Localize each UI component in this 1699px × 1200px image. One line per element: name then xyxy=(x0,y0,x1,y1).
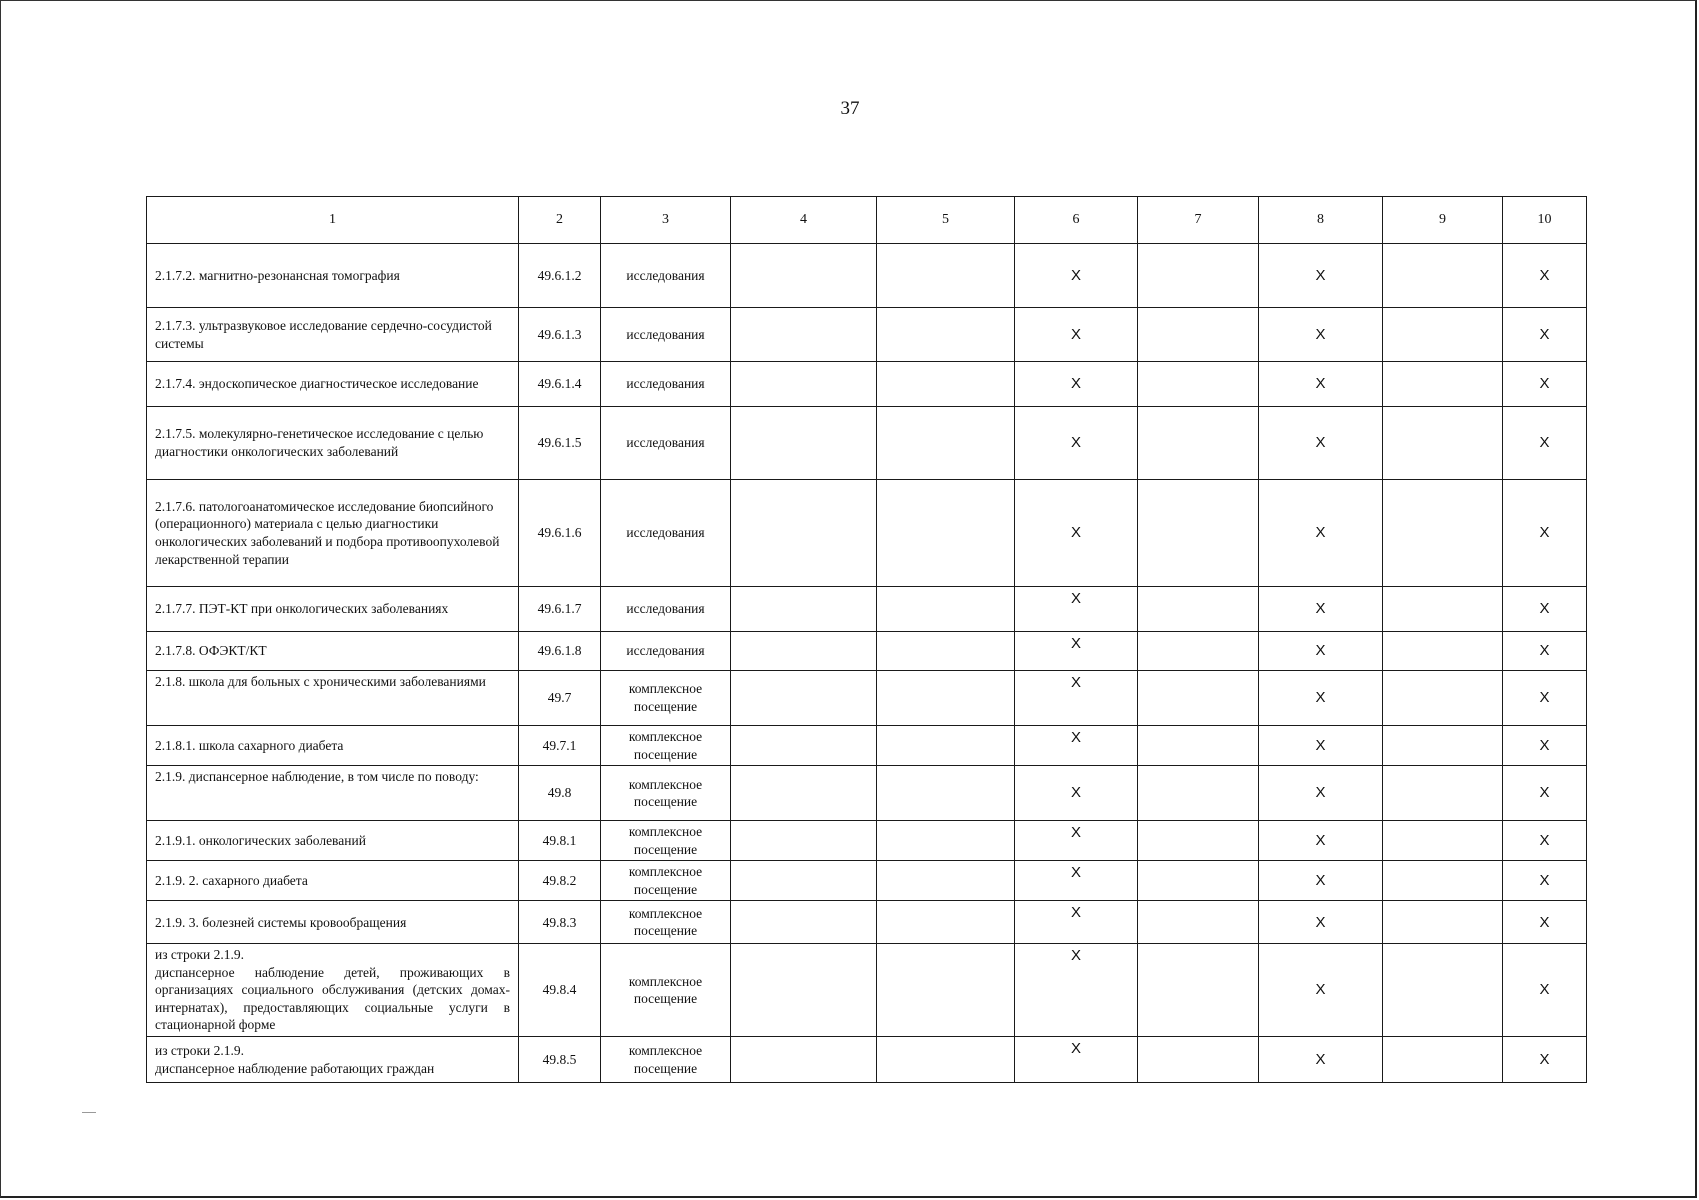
empty-cell xyxy=(877,244,1015,308)
empty-cell xyxy=(1383,308,1503,362)
empty-cell xyxy=(731,632,877,671)
row-code: 49.6.1.7 xyxy=(519,587,601,632)
cross-mark: X xyxy=(1259,671,1383,726)
cross-mark: X xyxy=(1259,766,1383,821)
row-code: 49.6.1.5 xyxy=(519,407,601,480)
empty-cell xyxy=(731,407,877,480)
cross-mark: X xyxy=(1015,861,1138,901)
cross-mark: X xyxy=(1015,308,1138,362)
row-unit: комплексное посещение xyxy=(601,671,731,726)
row-unit: исследования xyxy=(601,587,731,632)
column-header: 1 xyxy=(147,197,519,244)
row-name: 2.1.9. 2. сахарного диабета xyxy=(147,861,519,901)
page-number: 37 xyxy=(840,98,860,119)
table-row xyxy=(147,1037,1587,1083)
empty-cell xyxy=(1383,821,1503,861)
empty-cell xyxy=(877,726,1015,766)
row-unit: комплексное посещение xyxy=(601,766,731,821)
empty-cell xyxy=(1138,944,1259,1037)
empty-cell xyxy=(877,671,1015,726)
column-header: 9 xyxy=(1383,197,1503,244)
row-unit: исследования xyxy=(601,244,731,308)
cross-mark: X xyxy=(1015,587,1138,632)
cross-mark: X xyxy=(1015,944,1138,1037)
cross-mark: X xyxy=(1259,587,1383,632)
table-row xyxy=(147,587,1587,632)
empty-cell xyxy=(1138,861,1259,901)
empty-cell xyxy=(1383,407,1503,480)
row-name: 2.1.7.4. эндоскопическое диагностическое исследование xyxy=(147,362,519,407)
cross-mark: X xyxy=(1015,726,1138,766)
table-row xyxy=(147,821,1587,861)
empty-cell xyxy=(731,861,877,901)
column-header: 8 xyxy=(1259,197,1383,244)
row-unit: исследования xyxy=(601,407,731,480)
scan-mark xyxy=(82,1112,96,1113)
row-unit: исследования xyxy=(601,480,731,587)
cross-mark: X xyxy=(1015,671,1138,726)
row-name-prefix: из строки 2.1.9. xyxy=(155,1042,245,1058)
table-row xyxy=(147,244,1587,308)
cross-mark: X xyxy=(1503,244,1587,308)
column-header: 7 xyxy=(1138,197,1259,244)
cross-mark: X xyxy=(1015,407,1138,480)
empty-cell xyxy=(731,944,877,1037)
data-table xyxy=(146,196,1587,1083)
row-unit: исследования xyxy=(601,632,731,671)
empty-cell xyxy=(1383,632,1503,671)
table-header-row xyxy=(147,197,1587,244)
empty-cell xyxy=(877,944,1015,1037)
empty-cell xyxy=(877,1037,1015,1083)
row-code: 49.6.1.2 xyxy=(519,244,601,308)
table-row xyxy=(147,407,1587,480)
empty-cell xyxy=(877,901,1015,944)
cross-mark: X xyxy=(1259,632,1383,671)
cross-mark: X xyxy=(1015,821,1138,861)
row-code: 49.8.4 xyxy=(519,944,601,1037)
row-name: 2.1.8. школа для больных с хроническими заболеваниями xyxy=(147,671,519,726)
empty-cell xyxy=(731,671,877,726)
row-unit: комплексное посещение xyxy=(601,821,731,861)
cross-mark: X xyxy=(1503,944,1587,1037)
table-row xyxy=(147,901,1587,944)
table-row xyxy=(147,362,1587,407)
cross-mark: X xyxy=(1259,726,1383,766)
row-name: 2.1.7.8. ОФЭКТ/КТ xyxy=(147,632,519,671)
empty-cell xyxy=(1138,726,1259,766)
empty-cell xyxy=(877,766,1015,821)
cross-mark: X xyxy=(1503,901,1587,944)
empty-cell xyxy=(1138,766,1259,821)
row-code: 49.6.1.8 xyxy=(519,632,601,671)
empty-cell xyxy=(877,480,1015,587)
table-row xyxy=(147,766,1587,821)
cross-mark: X xyxy=(1259,1037,1383,1083)
empty-cell xyxy=(1383,766,1503,821)
cross-mark: X xyxy=(1015,1037,1138,1083)
row-name-prefix: из строки 2.1.9. xyxy=(155,947,245,963)
column-header: 6 xyxy=(1015,197,1138,244)
row-name: 2.1.7.7. ПЭТ-КТ при онкологических заболеваниях xyxy=(147,587,519,632)
empty-cell xyxy=(1138,821,1259,861)
empty-cell xyxy=(731,480,877,587)
cross-mark: X xyxy=(1259,362,1383,407)
empty-cell xyxy=(1383,480,1503,587)
table-row xyxy=(147,861,1587,901)
cross-mark: X xyxy=(1015,632,1138,671)
row-code: 49.6.1.6 xyxy=(519,480,601,587)
cross-mark: X xyxy=(1259,944,1383,1037)
empty-cell xyxy=(1383,861,1503,901)
empty-cell xyxy=(1383,671,1503,726)
cross-mark: X xyxy=(1503,671,1587,726)
empty-cell xyxy=(1138,1037,1259,1083)
empty-cell xyxy=(1138,901,1259,944)
cross-mark: X xyxy=(1503,407,1587,480)
row-unit: комплексное посещение xyxy=(601,726,731,766)
empty-cell xyxy=(1383,1037,1503,1083)
table-row xyxy=(147,480,1587,587)
empty-cell xyxy=(1138,308,1259,362)
empty-cell xyxy=(877,308,1015,362)
cross-mark: X xyxy=(1503,861,1587,901)
row-name: 2.1.9. диспансерное наблюдение, в том числе по поводу: xyxy=(147,766,519,821)
cross-mark: X xyxy=(1015,362,1138,407)
empty-cell xyxy=(731,726,877,766)
cross-mark: X xyxy=(1503,1037,1587,1083)
row-code: 49.6.1.3 xyxy=(519,308,601,362)
empty-cell xyxy=(877,362,1015,407)
empty-cell xyxy=(731,308,877,362)
table-row xyxy=(147,632,1587,671)
table-row xyxy=(147,308,1587,362)
row-name: диспансерное наблюдение детей, проживающих в организациях социального обслуживания (детских домах-интернатах), предоставляющих социальные услуги в стационарной форме xyxy=(155,964,510,1033)
row-name-cell xyxy=(147,1037,519,1083)
cross-mark: X xyxy=(1503,821,1587,861)
row-unit: комплексное посещение xyxy=(601,901,731,944)
cross-mark: X xyxy=(1259,308,1383,362)
row-name: 2.1.7.3. ультразвуковое исследование сердечно-сосудистой системы xyxy=(147,308,519,362)
empty-cell xyxy=(731,244,877,308)
row-code: 49.8 xyxy=(519,766,601,821)
empty-cell xyxy=(877,861,1015,901)
cross-mark: X xyxy=(1503,308,1587,362)
empty-cell xyxy=(731,1037,877,1083)
row-name: 2.1.7.2. магнитно-резонансная томография xyxy=(147,244,519,308)
cross-mark: X xyxy=(1503,632,1587,671)
row-code: 49.7.1 xyxy=(519,726,601,766)
empty-cell xyxy=(1138,671,1259,726)
row-name: 2.1.8.1. школа сахарного диабета xyxy=(147,726,519,766)
empty-cell xyxy=(1138,632,1259,671)
table-row xyxy=(147,944,1587,1037)
cross-mark: X xyxy=(1015,901,1138,944)
empty-cell xyxy=(1383,944,1503,1037)
row-code: 49.8.5 xyxy=(519,1037,601,1083)
empty-cell xyxy=(1138,407,1259,480)
empty-cell xyxy=(731,362,877,407)
empty-cell xyxy=(731,766,877,821)
row-unit: комплексное посещение xyxy=(601,861,731,901)
row-name: 2.1.9.1. онкологических заболеваний xyxy=(147,821,519,861)
row-unit: комплексное посещение xyxy=(601,944,731,1037)
cross-mark: X xyxy=(1259,861,1383,901)
empty-cell xyxy=(731,901,877,944)
cross-mark: X xyxy=(1259,244,1383,308)
row-unit: исследования xyxy=(601,308,731,362)
cross-mark: X xyxy=(1259,407,1383,480)
row-code: 49.8.2 xyxy=(519,861,601,901)
column-header: 2 xyxy=(519,197,601,244)
column-header: 10 xyxy=(1503,197,1587,244)
cross-mark: X xyxy=(1259,480,1383,587)
cross-mark: X xyxy=(1503,587,1587,632)
cross-mark: X xyxy=(1259,901,1383,944)
table-row xyxy=(147,671,1587,726)
row-unit: исследования xyxy=(601,362,731,407)
row-unit: комплексное посещение xyxy=(601,1037,731,1083)
cross-mark: X xyxy=(1015,480,1138,587)
empty-cell xyxy=(1138,362,1259,407)
row-name: 2.1.7.5. молекулярно-генетическое исследование с целью диагностики онкологических заболеваний xyxy=(147,407,519,480)
column-header: 5 xyxy=(877,197,1015,244)
empty-cell xyxy=(1383,901,1503,944)
row-code: 49.7 xyxy=(519,671,601,726)
cross-mark: X xyxy=(1503,766,1587,821)
empty-cell xyxy=(1383,362,1503,407)
row-name: 2.1.7.6. патологоанатомическое исследование биопсийного (операционного) материала с целью диагностики онкологических заболеваний и подбора противоопухолевой лекарственной терапии xyxy=(147,480,519,587)
row-code: 49.8.3 xyxy=(519,901,601,944)
empty-cell xyxy=(1383,587,1503,632)
row-name: 2.1.9. 3. болезней системы кровообращения xyxy=(147,901,519,944)
table-row xyxy=(147,726,1587,766)
cross-mark: X xyxy=(1503,480,1587,587)
empty-cell xyxy=(1138,244,1259,308)
column-header: 4 xyxy=(731,197,877,244)
empty-cell xyxy=(877,407,1015,480)
cross-mark: X xyxy=(1259,821,1383,861)
empty-cell xyxy=(1383,244,1503,308)
empty-cell xyxy=(1138,587,1259,632)
cross-mark: X xyxy=(1015,244,1138,308)
empty-cell xyxy=(731,821,877,861)
row-code: 49.6.1.4 xyxy=(519,362,601,407)
empty-cell xyxy=(1138,480,1259,587)
row-name: диспансерное наблюдение работающих граждан xyxy=(155,1060,435,1076)
empty-cell xyxy=(731,587,877,632)
row-name-cell xyxy=(147,944,519,1037)
cross-mark: X xyxy=(1015,766,1138,821)
empty-cell xyxy=(877,632,1015,671)
empty-cell xyxy=(877,821,1015,861)
empty-cell xyxy=(877,587,1015,632)
cross-mark: X xyxy=(1503,726,1587,766)
column-header: 3 xyxy=(601,197,731,244)
cross-mark: X xyxy=(1503,362,1587,407)
empty-cell xyxy=(1383,726,1503,766)
row-code: 49.8.1 xyxy=(519,821,601,861)
